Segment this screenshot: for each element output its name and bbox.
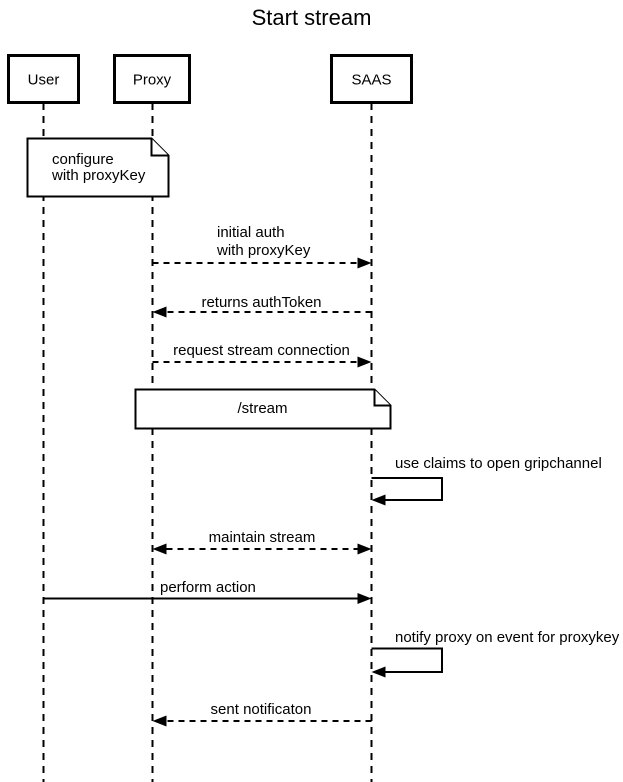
diagram-title: Start stream	[251, 5, 372, 30]
note-fold-icon	[152, 139, 169, 156]
message-request-stream-connection	[153, 342, 372, 368]
note-fold-icon	[375, 390, 391, 406]
message-maintain-stream	[153, 529, 372, 555]
arrowhead-left-icon	[372, 495, 386, 506]
note-stream-label: /stream	[237, 400, 288, 417]
message-notify-proxy	[372, 629, 620, 678]
actor-label-saas: SAAS	[351, 71, 392, 89]
message-perform-action	[44, 579, 372, 604]
message-notify-proxy-label: notify proxy on event for proxykey	[395, 629, 620, 646]
arrowhead-left-icon	[153, 307, 167, 318]
actor-proxy	[115, 56, 190, 103]
message-initial-auth	[153, 224, 372, 269]
arrowhead-left-icon	[153, 544, 167, 555]
message-request-stream-connection-label: request stream connection	[173, 342, 350, 359]
arrowhead-right-icon	[358, 258, 372, 269]
message-maintain-stream-label: maintain stream	[208, 529, 316, 546]
message-initial-auth-label-line2: with proxyKey	[217, 242, 311, 259]
note-configure-label-line1: configure	[52, 151, 114, 168]
note-configure-label-line2: with proxyKey	[52, 167, 146, 184]
actor-user	[9, 56, 79, 103]
message-sent-notification-label: sent notificaton	[210, 701, 312, 718]
message-returns-authtoken	[153, 294, 372, 318]
note-configure	[28, 139, 169, 197]
message-use-claims	[372, 455, 602, 506]
message-perform-action-label: perform action	[160, 579, 256, 596]
arrowhead-right-icon	[358, 544, 372, 555]
message-use-claims-label: use claims to open gripchannel	[395, 455, 602, 472]
actor-label-proxy: Proxy	[132, 71, 172, 89]
actor-saas	[332, 56, 412, 103]
arrowhead-right-icon	[358, 357, 372, 368]
arrowhead-left-icon	[153, 716, 167, 727]
message-initial-auth-label-line1: initial auth	[217, 224, 285, 241]
message-returns-authtoken-label: returns authToken	[201, 294, 322, 311]
arrowhead-right-icon	[358, 593, 372, 604]
message-sent-notification	[153, 701, 372, 727]
arrowhead-left-icon	[372, 667, 386, 678]
note-stream	[136, 390, 391, 429]
actor-label-user: User	[27, 71, 60, 89]
